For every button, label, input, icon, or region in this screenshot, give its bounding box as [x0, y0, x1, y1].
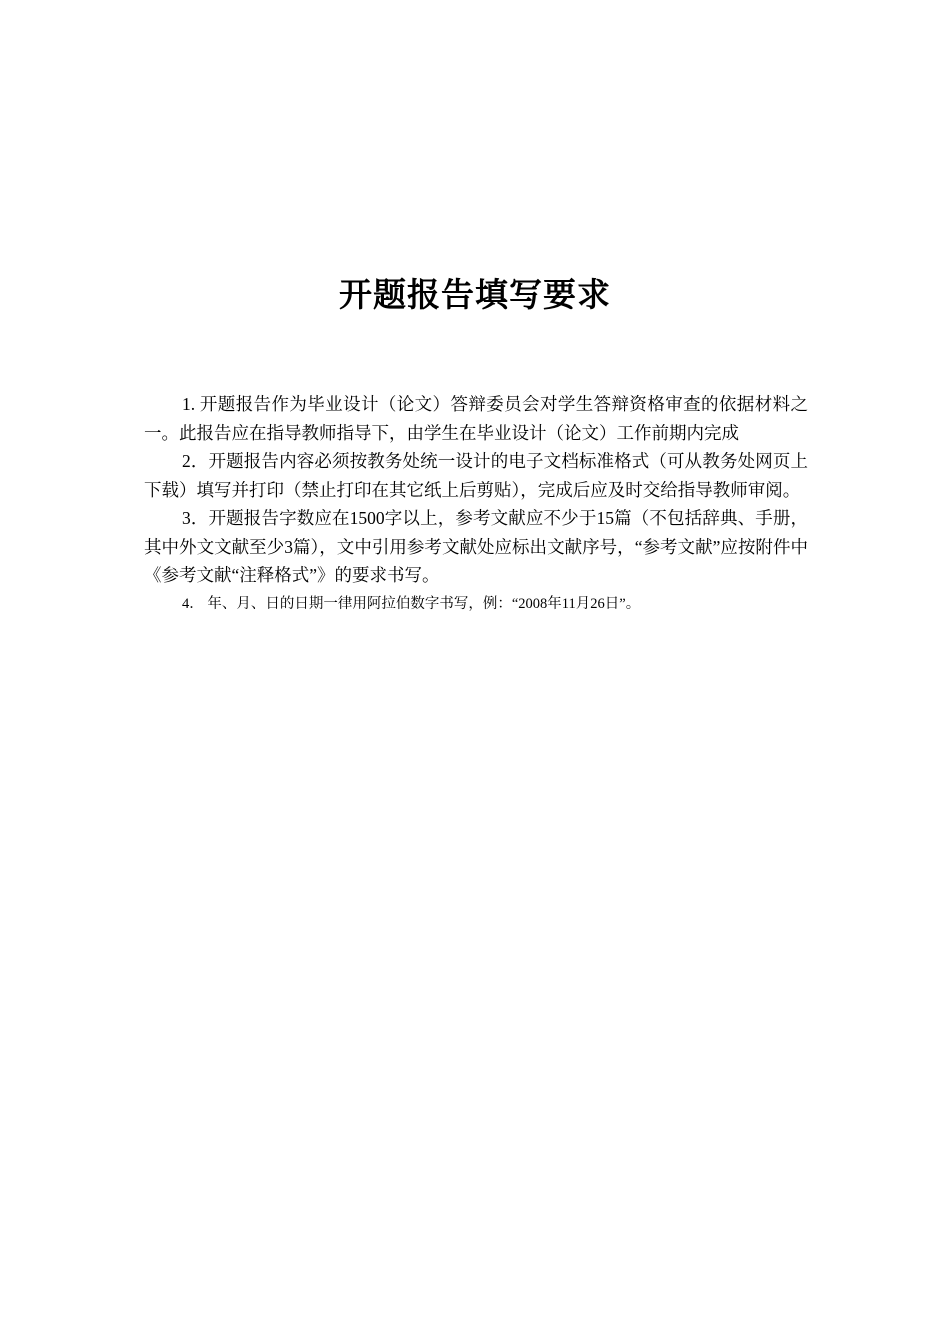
requirement-paragraph-4: 4． 年、月、日的日期一律用阿拉伯数字书写，例：“2008年11月26日”。 — [182, 595, 641, 612]
document-title: 开题报告填写要求 — [339, 275, 611, 314]
requirement-paragraph-3: 3．开题报告字数应在1500字以上，参考文献应不少于15篇（不包括辞典、手册，其中外文文献至少3篇），文中引用参考文献处应标出文献序号，“参考文献”应按附件中《参考文献“注释格式”》的要求书写。 — [144, 508, 808, 585]
requirement-paragraph-1: 1. 开题报告作为毕业设计（论文）答辩委员会对学生答辩资格审查的依据材料之一。此报告应在指导教师指导下，由学生在毕业设计（论文）工作前期内完成 — [144, 394, 808, 443]
requirement-paragraph-2: 2．开题报告内容必须按教务处统一设计的电子文档标准格式（可从教务处网页上下载）填写并打印（禁止打印在其它纸上后剪贴），完成后应及时交给指导教师审阅。 — [144, 451, 808, 500]
requirements-list — [144, 390, 808, 618]
